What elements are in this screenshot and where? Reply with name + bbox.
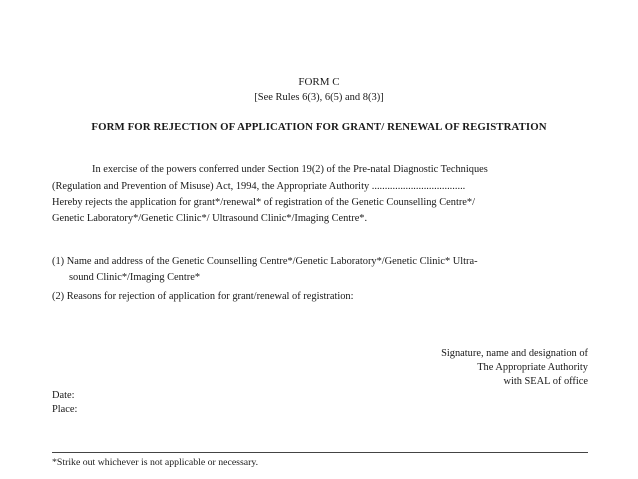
date-label: Date: [52, 390, 75, 401]
rules-reference: [See Rules 6(3), 6(5) and 8(3)] [254, 92, 384, 103]
signature-line-2: The Appropriate Authority [477, 362, 588, 373]
footnote: *Strike out whichever is not applicable or necessary. [52, 457, 259, 468]
item-1-line-2: sound Clinic*/Imaging Centre* [69, 272, 201, 283]
form-title: FORM C [298, 76, 340, 88]
signature-line-1: Signature, name and designation of [441, 348, 588, 359]
item-2: (2) Reasons for rejection of application for grant/renewal of registration: [52, 291, 354, 302]
form-heading: FORM FOR REJECTION OF APPLICATION FOR GRANT/ RENEWAL OF REGISTRATION [91, 121, 547, 133]
paragraph-line-3: Hereby rejects the application for grant*/renewal* of registration of the Genetic Counselling Centre*/ [52, 197, 475, 208]
paragraph-line-2: (Regulation and Prevention of Misuse) Act, 1994, the Appropriate Authority .................................... [52, 181, 466, 192]
paragraph-line-4: Genetic Laboratory*/Genetic Clinic*/ Ultrasound Clinic*/Imaging Centre*. [52, 213, 368, 224]
signature-line-3: with SEAL of office [503, 376, 588, 387]
item-1-line-1: (1) Name and address of the Genetic Counselling Centre*/Genetic Laboratory*/Genetic Clinic* Ultra- [52, 256, 478, 267]
paragraph-line-1: In exercise of the powers conferred under Section 19(2) of the Pre-natal Diagnostic Techniques [92, 164, 488, 175]
place-label: Place: [52, 404, 78, 415]
footnote-divider [52, 452, 588, 453]
